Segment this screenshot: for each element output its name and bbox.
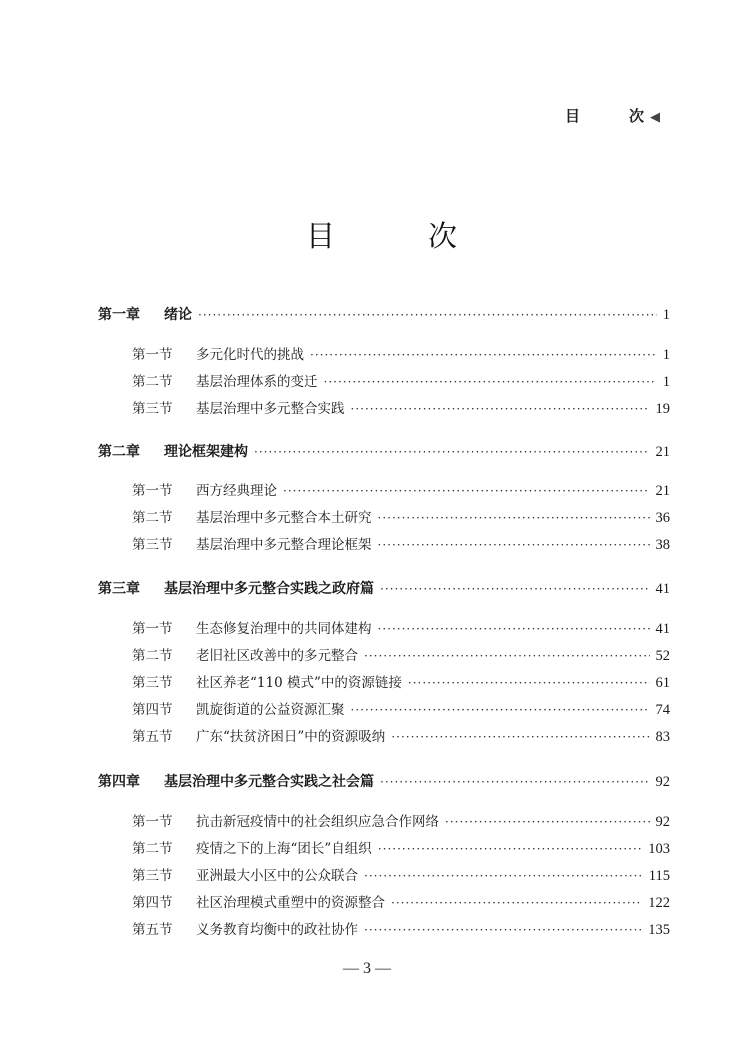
toc-entry-number: 第二节 xyxy=(132,648,173,664)
toc-entry-title: 抗击新冠疫情中的社会组织应急合作网络 xyxy=(196,814,439,830)
toc-entry-title: 广东“扶贫济困日”中的资源吸纳 xyxy=(196,729,386,745)
toc-entry-number: 第四章 xyxy=(98,774,140,790)
toc-entry-number: 第一节 xyxy=(132,483,173,499)
toc-chapter-row xyxy=(0,578,750,600)
dot-leader xyxy=(351,699,650,721)
toc-entry-page: 115 xyxy=(648,868,670,884)
toc-entry-number: 第三节 xyxy=(132,868,173,884)
toc-entry-title: 义务教育均衡中的政社协作 xyxy=(196,922,358,938)
toc-entry-number: 第一节 xyxy=(132,621,173,637)
toc-entry-title: 基层治理中多元整合实践 xyxy=(196,401,345,417)
page-number: — 3 — xyxy=(343,960,391,977)
toc-entry-title: 老旧社区改善中的多元整合 xyxy=(196,648,358,664)
toc-entry-page: 61 xyxy=(655,675,670,691)
toc-entry-page: 1 xyxy=(662,307,670,323)
toc-entry-number: 第二节 xyxy=(132,374,173,390)
toc-entry-title: 基层治理体系的变迁 xyxy=(196,374,318,390)
toc-entry-page: 1 xyxy=(662,347,670,363)
dot-leader xyxy=(391,892,642,914)
toc-section-row xyxy=(0,919,750,941)
toc-entry-page: 74 xyxy=(655,702,670,718)
dot-leader xyxy=(351,398,650,420)
toc-entry-number: 第三节 xyxy=(132,537,173,553)
dot-leader xyxy=(283,480,650,502)
toc-entry-page: 21 xyxy=(655,444,670,460)
toc-entry-page: 36 xyxy=(655,510,670,526)
toc-entry-title: 凯旋街道的公益资源汇聚 xyxy=(196,702,345,718)
toc-title-right: 次 xyxy=(428,219,458,253)
dot-leader xyxy=(198,304,657,326)
toc-section-row xyxy=(0,618,750,640)
toc-section-row xyxy=(0,398,750,420)
toc-entry-page: 19 xyxy=(655,401,670,417)
toc-entry-number: 第三节 xyxy=(132,401,173,417)
dot-leader xyxy=(310,344,657,366)
toc-entry-title: 社区养老“110 模式”中的资源链接 xyxy=(196,675,402,691)
dot-leader xyxy=(378,618,650,640)
toc-entry-title: 多元化时代的挑战 xyxy=(196,347,304,363)
toc-section-row xyxy=(0,480,750,502)
toc-section-row xyxy=(0,865,750,887)
toc-section-row xyxy=(0,507,750,529)
toc-entry-page: 92 xyxy=(655,774,670,790)
dot-leader xyxy=(324,371,657,393)
toc-entry-number: 第一节 xyxy=(132,814,173,830)
toc-entry-page: 135 xyxy=(648,922,670,938)
toc-entry-number: 第五节 xyxy=(132,922,173,938)
toc-entry-title: 生态修复治理中的共同体建构 xyxy=(196,621,372,637)
dot-leader xyxy=(364,865,643,887)
toc-entry-title: 基层治理中多元整合本土研究 xyxy=(196,510,372,526)
triangle-left-icon: ◀ xyxy=(650,110,661,125)
toc-chapter-row xyxy=(0,441,750,463)
dot-leader xyxy=(254,441,650,463)
toc-entry-title: 社区治理模式重塑中的资源整合 xyxy=(196,895,385,911)
toc-entry-number: 第三章 xyxy=(98,581,140,597)
toc-entry-number: 第五节 xyxy=(132,729,173,745)
dot-leader xyxy=(391,726,649,748)
toc-section-row xyxy=(0,699,750,721)
dot-leader xyxy=(364,645,650,667)
toc-entry-page: 103 xyxy=(648,841,670,857)
toc-entry-number: 第四节 xyxy=(132,895,173,911)
toc-entry-number: 第一章 xyxy=(98,307,140,323)
toc-entry-number: 第三节 xyxy=(132,675,173,691)
toc-entry-page: 92 xyxy=(655,814,670,830)
toc-title-left: 目 xyxy=(306,219,336,253)
toc-section-row xyxy=(0,838,750,860)
toc-entry-page: 122 xyxy=(648,895,670,911)
toc-entry-number: 第二章 xyxy=(98,444,140,460)
toc-entry-page: 38 xyxy=(655,537,670,553)
toc-entry-page: 41 xyxy=(655,621,670,637)
dot-leader xyxy=(380,578,650,600)
dot-leader xyxy=(408,672,650,694)
toc-entry-number: 第四节 xyxy=(132,702,173,718)
toc-section-row xyxy=(0,371,750,393)
toc-entry-page: 52 xyxy=(655,648,670,664)
toc-entry-title: 绪论 xyxy=(164,307,192,323)
running-head xyxy=(565,105,660,126)
running-head-right: 次 xyxy=(629,107,645,125)
toc-section-row xyxy=(0,344,750,366)
toc-entry-title: 亚洲最大小区中的公众联合 xyxy=(196,868,358,884)
dot-leader xyxy=(378,838,642,860)
toc-entry-title: 西方经典理论 xyxy=(196,483,277,499)
toc-title xyxy=(306,214,457,255)
toc-entry-page: 1 xyxy=(662,374,670,390)
toc-entry-page: 41 xyxy=(655,581,670,597)
dot-leader xyxy=(445,811,650,833)
toc-section-row xyxy=(0,811,750,833)
toc-entry-page: 83 xyxy=(655,729,670,745)
toc-section-row xyxy=(0,672,750,694)
toc-entry-title: 基层治理中多元整合实践之社会篇 xyxy=(164,774,374,790)
toc-section-row xyxy=(0,645,750,667)
toc-chapter-row xyxy=(0,304,750,326)
dot-leader xyxy=(380,771,650,793)
dot-leader xyxy=(378,507,650,529)
toc-section-row xyxy=(0,726,750,748)
toc-entry-title: 基层治理中多元整合实践之政府篇 xyxy=(164,581,374,597)
dot-leader xyxy=(364,919,642,941)
toc-entry-number: 第二节 xyxy=(132,841,173,857)
toc-entry-number: 第二节 xyxy=(132,510,173,526)
toc-entry-page: 21 xyxy=(655,483,670,499)
toc-section-row xyxy=(0,892,750,914)
toc-entry-number: 第一节 xyxy=(132,347,173,363)
dot-leader xyxy=(378,534,650,556)
toc-chapter-row xyxy=(0,771,750,793)
toc-entry-title: 基层治理中多元整合理论框架 xyxy=(196,537,372,553)
toc-section-row xyxy=(0,534,750,556)
toc-entry-title: 理论框架建构 xyxy=(164,444,248,460)
toc-entry-title: 疫情之下的上海“团长”自组织 xyxy=(196,841,372,857)
running-head-left: 目 xyxy=(565,107,581,125)
